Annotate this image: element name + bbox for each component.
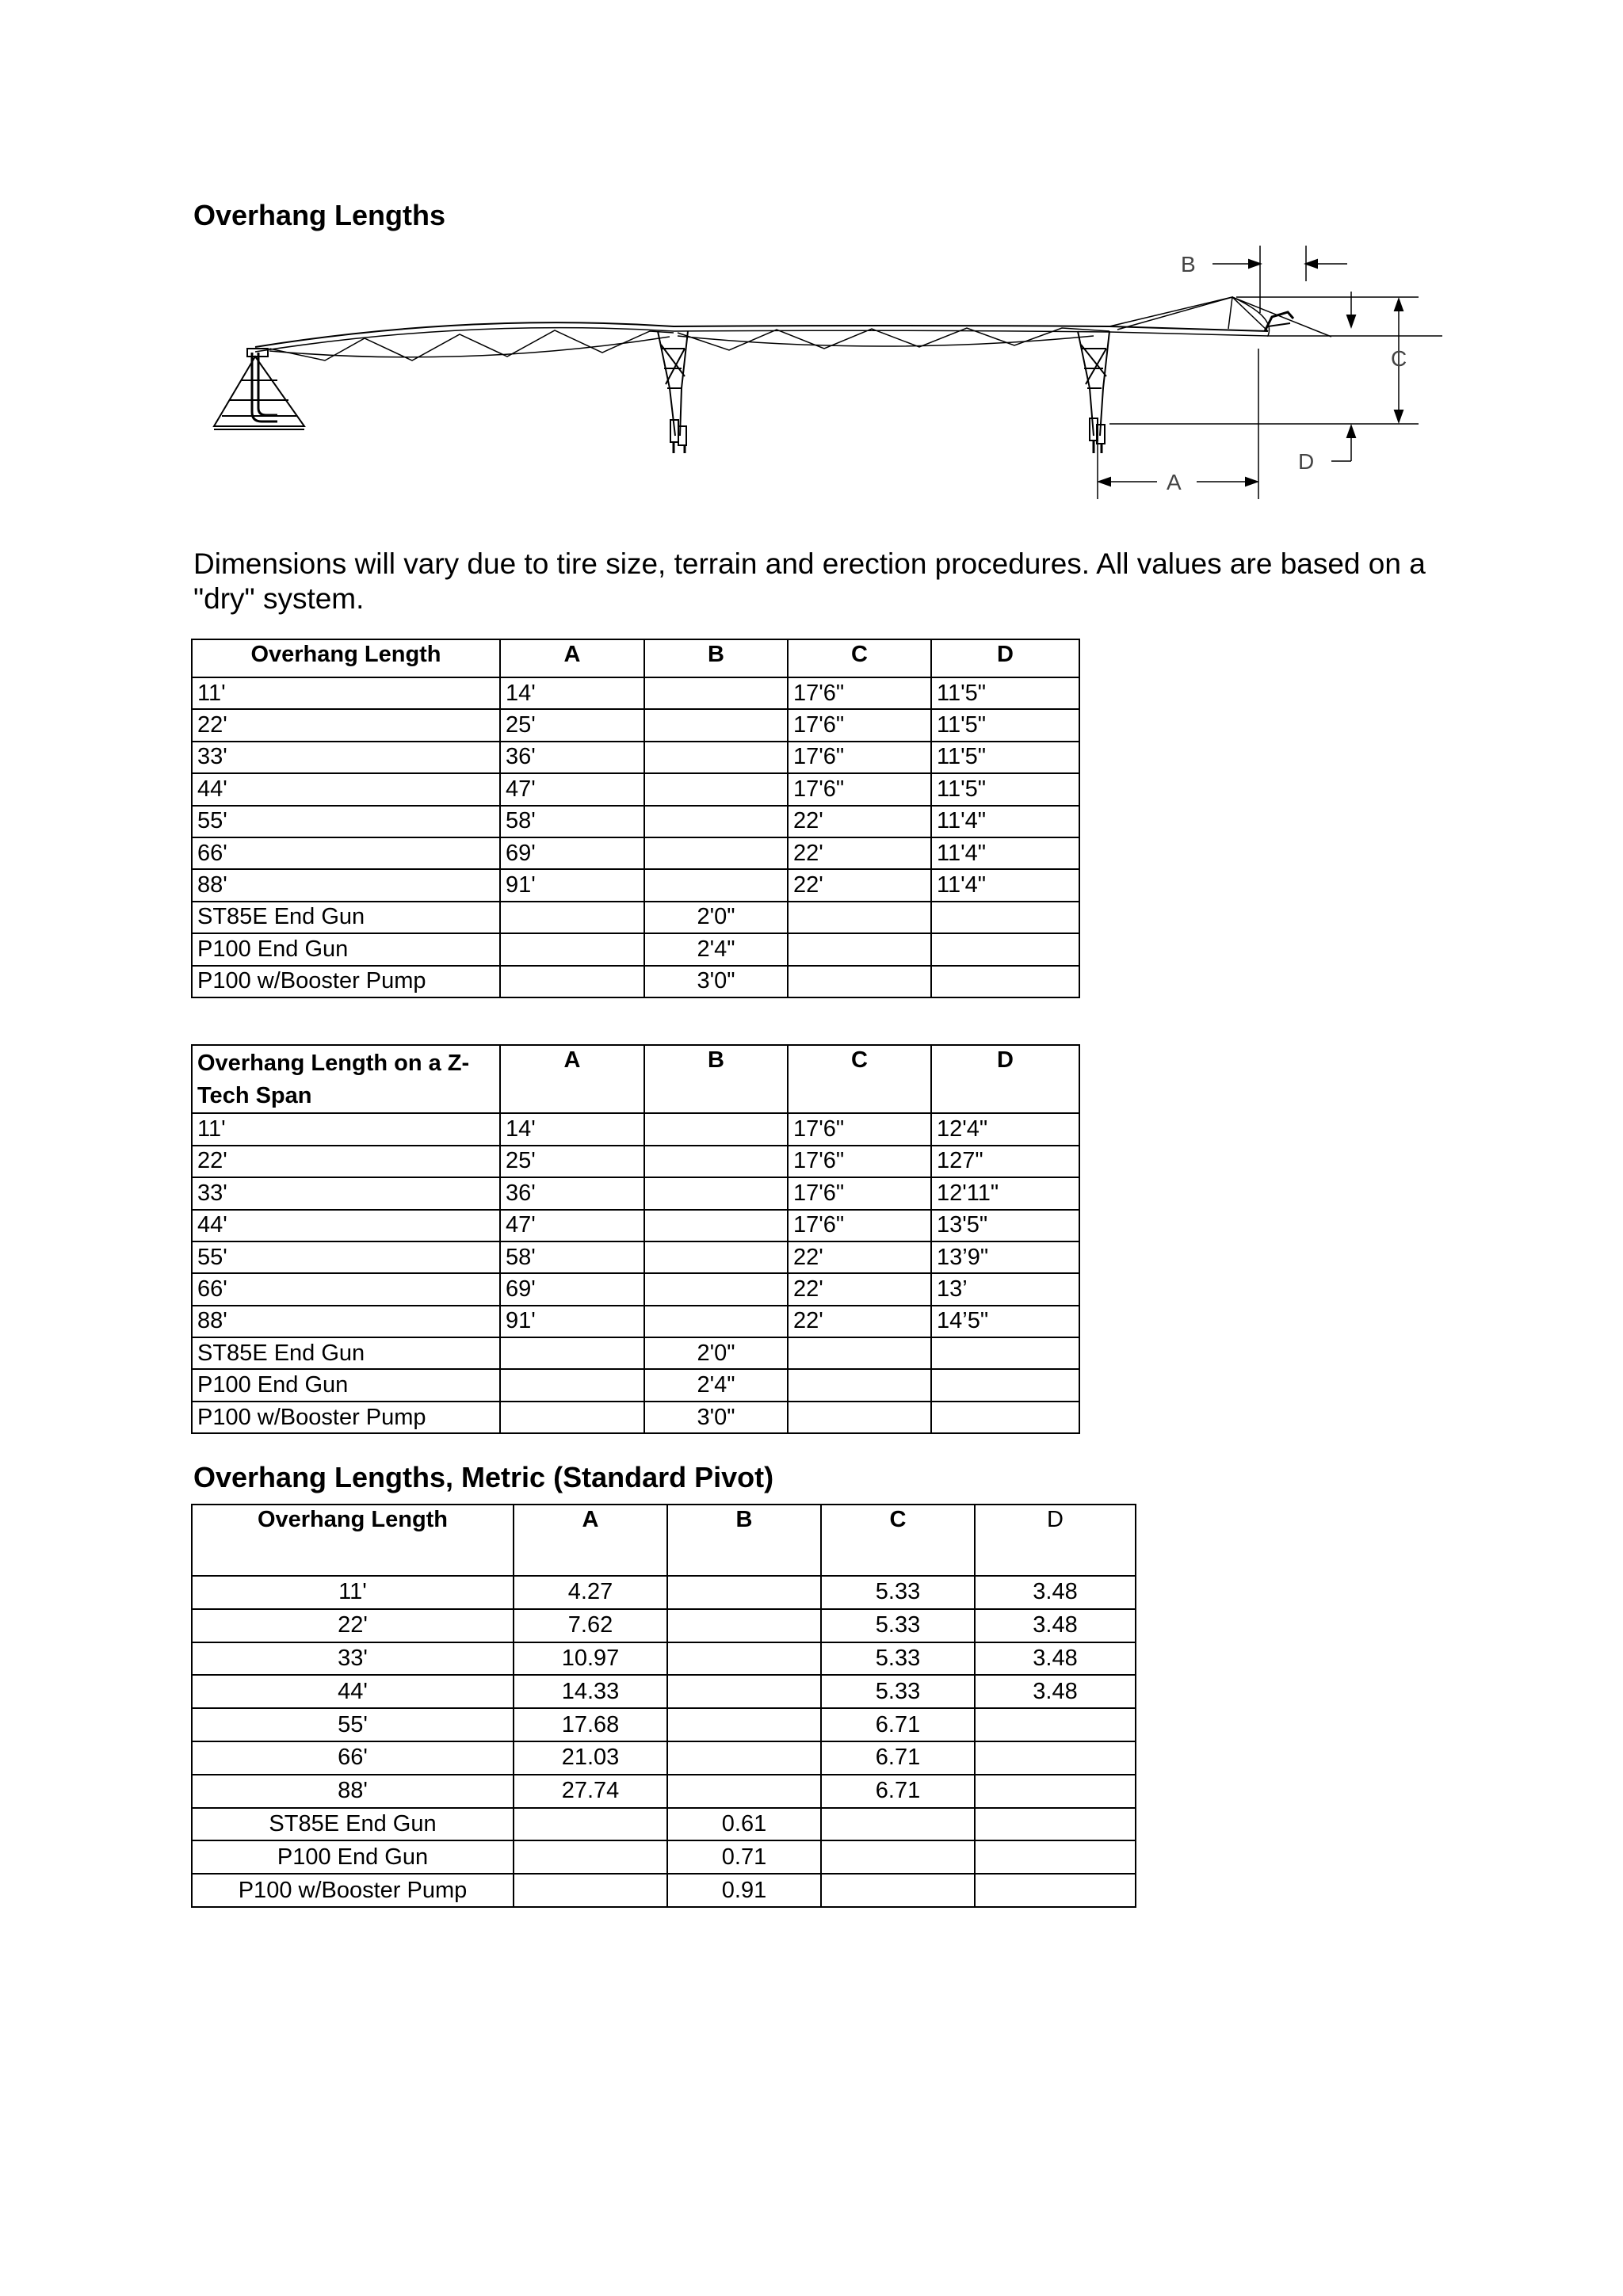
table-cell xyxy=(644,1210,788,1241)
table-cell: 58' xyxy=(500,806,644,837)
column-header: A xyxy=(514,1505,667,1576)
table-row xyxy=(192,1576,1136,1609)
table-cell xyxy=(975,1840,1136,1874)
table-row xyxy=(192,773,1079,805)
table-cell: 11'4" xyxy=(931,806,1079,837)
pivot-tower xyxy=(214,349,304,429)
table-cell xyxy=(644,806,788,837)
page-title: Overhang Lengths xyxy=(193,199,446,231)
table-cell: 3.48 xyxy=(975,1675,1136,1708)
table-cell xyxy=(500,1337,644,1369)
table-cell: 13'5" xyxy=(931,1210,1079,1241)
column-header: D xyxy=(975,1505,1136,1576)
table-cell: 47' xyxy=(500,773,644,805)
table-cell xyxy=(514,1874,667,1907)
metric-overhang-table xyxy=(191,1504,1136,1908)
table-cell: 44' xyxy=(192,1675,514,1708)
table-cell: 22' xyxy=(788,1273,931,1305)
table-cell xyxy=(931,933,1079,965)
table-cell xyxy=(788,1337,931,1369)
dimension-label-b: B xyxy=(1181,252,1196,277)
table-cell xyxy=(975,1808,1136,1841)
table-cell: 33' xyxy=(192,1177,500,1209)
table-cell xyxy=(500,902,644,933)
table-cell xyxy=(644,869,788,901)
table-cell: 69' xyxy=(500,1273,644,1305)
column-header: B xyxy=(644,639,788,677)
table-cell: 36' xyxy=(500,742,644,773)
table-cell: 55' xyxy=(192,1241,500,1273)
table-cell: 5.33 xyxy=(821,1609,975,1642)
table-cell: 88' xyxy=(192,1775,514,1808)
table-cell xyxy=(975,1708,1136,1741)
table-cell xyxy=(644,677,788,709)
column-header: A xyxy=(500,1045,644,1113)
table-cell: 58' xyxy=(500,1241,644,1273)
table-cell xyxy=(821,1840,975,1874)
table-cell: 127" xyxy=(931,1146,1079,1177)
table-cell: 5.33 xyxy=(821,1576,975,1609)
table-row xyxy=(192,1210,1079,1241)
table-cell xyxy=(514,1840,667,1874)
table-cell: 2'0" xyxy=(644,902,788,933)
table-row xyxy=(192,1369,1079,1401)
table-cell: 11'5" xyxy=(931,709,1079,741)
table-cell: 55' xyxy=(192,806,500,837)
table-cell xyxy=(644,1113,788,1145)
table-cell xyxy=(644,837,788,869)
table-cell: 11' xyxy=(192,1113,500,1145)
table-cell: 13’9" xyxy=(931,1241,1079,1273)
table-cell xyxy=(644,1273,788,1305)
table-row xyxy=(192,1675,1136,1708)
table-cell: 22' xyxy=(192,1146,500,1177)
table-cell: 22' xyxy=(788,1241,931,1273)
table-cell: 66' xyxy=(192,1273,500,1305)
table-row xyxy=(192,1840,1136,1874)
table-cell: 3.48 xyxy=(975,1609,1136,1642)
column-header: Overhang Length xyxy=(192,639,500,677)
table-cell: 17'6" xyxy=(788,1177,931,1209)
table-cell xyxy=(821,1874,975,1907)
table-cell xyxy=(788,966,931,997)
table-row xyxy=(192,1337,1079,1369)
table-cell: 69' xyxy=(500,837,644,869)
table-cell: 44' xyxy=(192,773,500,805)
table-cell: ST85E End Gun xyxy=(192,1337,500,1369)
table-row xyxy=(192,1642,1136,1676)
table-cell: 88' xyxy=(192,1306,500,1337)
table-row xyxy=(192,1874,1136,1907)
table-cell: 6.71 xyxy=(821,1741,975,1775)
table-cell: 88' xyxy=(192,869,500,901)
table-row xyxy=(192,1113,1079,1145)
column-header: B xyxy=(644,1045,788,1113)
table-cell xyxy=(931,1369,1079,1401)
table-cell xyxy=(788,1369,931,1401)
table-cell xyxy=(644,1241,788,1273)
table-cell xyxy=(667,1576,821,1609)
table-cell: 0.61 xyxy=(667,1808,821,1841)
table-cell: 33' xyxy=(192,742,500,773)
table-header-row xyxy=(192,639,1079,677)
drive-tower-1 xyxy=(658,331,688,453)
table-cell xyxy=(667,1675,821,1708)
table-row xyxy=(192,869,1079,901)
table-cell: 11' xyxy=(192,677,500,709)
table-cell xyxy=(788,902,931,933)
table-cell: 2'4" xyxy=(644,933,788,965)
table-cell: 25' xyxy=(500,1146,644,1177)
table-cell: 14' xyxy=(500,677,644,709)
table-cell: 27.74 xyxy=(514,1775,667,1808)
table-cell: 11'5" xyxy=(931,677,1079,709)
table-cell: 22' xyxy=(788,869,931,901)
table-cell: 3.48 xyxy=(975,1642,1136,1676)
table-row xyxy=(192,1273,1079,1305)
table-cell xyxy=(644,1177,788,1209)
table-cell xyxy=(514,1808,667,1841)
pivot-overhang-diagram xyxy=(206,238,1442,515)
table-cell: P100 w/Booster Pump xyxy=(192,966,500,997)
table-cell: 7.62 xyxy=(514,1609,667,1642)
column-header: Overhang Length on a Z-Tech Span xyxy=(192,1045,500,1113)
table-cell: 22' xyxy=(788,837,931,869)
table-cell xyxy=(975,1741,1136,1775)
table-cell: 91' xyxy=(500,1306,644,1337)
table-cell: 11'5" xyxy=(931,773,1079,805)
table-row xyxy=(192,1146,1079,1177)
table-row xyxy=(192,1609,1136,1642)
table-cell: 11' xyxy=(192,1576,514,1609)
table-cell: 6.71 xyxy=(821,1708,975,1741)
table-cell: 0.71 xyxy=(667,1840,821,1874)
table-cell: 36' xyxy=(500,1177,644,1209)
table-cell: 2'0" xyxy=(644,1337,788,1369)
dimensions-note: Dimensions will vary due to tire size, terrain and erection procedures. All values are based on a "dry" system. xyxy=(193,547,1426,616)
table-cell xyxy=(667,1609,821,1642)
table-cell: 17'6" xyxy=(788,742,931,773)
table-cell: 11'4" xyxy=(931,837,1079,869)
table-row xyxy=(192,966,1079,997)
table-cell: 44' xyxy=(192,1210,500,1241)
table-cell: 14’5" xyxy=(931,1306,1079,1337)
table-cell xyxy=(644,1306,788,1337)
column-header: D xyxy=(931,639,1079,677)
table-cell xyxy=(500,966,644,997)
table-cell: P100 End Gun xyxy=(192,933,500,965)
table-cell: 91' xyxy=(500,869,644,901)
table-cell: 5.33 xyxy=(821,1642,975,1676)
table-row xyxy=(192,1808,1136,1841)
table-cell xyxy=(931,902,1079,933)
table-cell: 22' xyxy=(192,709,500,741)
table-cell xyxy=(975,1775,1136,1808)
table-cell xyxy=(667,1708,821,1741)
table-cell: 55' xyxy=(192,1708,514,1741)
table-row xyxy=(192,677,1079,709)
column-header: C xyxy=(788,639,931,677)
table-cell: P100 End Gun xyxy=(192,1369,500,1401)
table-cell: 4.27 xyxy=(514,1576,667,1609)
table-header-row xyxy=(192,1045,1079,1113)
table-cell xyxy=(500,933,644,965)
table-cell: 25' xyxy=(500,709,644,741)
table-cell: P100 w/Booster Pump xyxy=(192,1874,514,1907)
column-header: B xyxy=(667,1505,821,1576)
table-header-row xyxy=(192,1505,1136,1576)
table-row xyxy=(192,837,1079,869)
table-cell: 3.48 xyxy=(975,1576,1136,1609)
table-cell: 3'0" xyxy=(644,966,788,997)
table-cell: 47' xyxy=(500,1210,644,1241)
table-row xyxy=(192,933,1079,965)
table-cell: 17'6" xyxy=(788,1146,931,1177)
table-cell: 0.91 xyxy=(667,1874,821,1907)
table-row xyxy=(192,1177,1079,1209)
metric-section-title: Overhang Lengths, Metric (Standard Pivot) xyxy=(193,1461,774,1493)
table-cell: 17'6" xyxy=(788,1210,931,1241)
table-cell xyxy=(667,1741,821,1775)
table-cell xyxy=(931,1402,1079,1433)
column-header: C xyxy=(788,1045,931,1113)
dimension-label-c: C xyxy=(1391,346,1407,371)
table-row xyxy=(192,1708,1136,1741)
table-cell: 22' xyxy=(192,1609,514,1642)
column-header: A xyxy=(500,639,644,677)
table-cell: 6.71 xyxy=(821,1775,975,1808)
table-cell xyxy=(644,1146,788,1177)
table-cell xyxy=(667,1642,821,1676)
table-cell: 17'6" xyxy=(788,677,931,709)
pipeline xyxy=(255,322,1268,347)
column-header: Overhang Length xyxy=(192,1505,514,1576)
table-cell: 12'4" xyxy=(931,1113,1079,1145)
table-cell xyxy=(931,966,1079,997)
table-row xyxy=(192,806,1079,837)
table-cell xyxy=(644,773,788,805)
table-row xyxy=(192,709,1079,741)
table-cell: 33' xyxy=(192,1642,514,1676)
table-cell: 66' xyxy=(192,1741,514,1775)
table-row xyxy=(192,1306,1079,1337)
table-cell xyxy=(644,742,788,773)
table-row xyxy=(192,1775,1136,1808)
table-row xyxy=(192,742,1079,773)
table-cell xyxy=(667,1775,821,1808)
dimension-label-a: A xyxy=(1167,470,1182,494)
table-cell xyxy=(788,933,931,965)
table-cell: 3'0" xyxy=(644,1402,788,1433)
overhang-table xyxy=(191,639,1080,998)
table-cell xyxy=(644,709,788,741)
dimension-label-d: D xyxy=(1298,449,1315,474)
table-row xyxy=(192,902,1079,933)
table-cell xyxy=(500,1402,644,1433)
table-cell: 17'6" xyxy=(788,773,931,805)
table-cell: 17.68 xyxy=(514,1708,667,1741)
drive-tower-2 xyxy=(1078,331,1109,453)
table-cell: 5.33 xyxy=(821,1675,975,1708)
table-cell: 10.97 xyxy=(514,1642,667,1676)
table-cell: 21.03 xyxy=(514,1741,667,1775)
table-cell: 12'11" xyxy=(931,1177,1079,1209)
table-cell: 22' xyxy=(788,1306,931,1337)
table-cell: 2'4" xyxy=(644,1369,788,1401)
table-cell xyxy=(788,1402,931,1433)
table-row xyxy=(192,1241,1079,1273)
table-cell: 11'4" xyxy=(931,869,1079,901)
table-cell: ST85E End Gun xyxy=(192,1808,514,1841)
table-cell xyxy=(821,1808,975,1841)
table-cell: 13’ xyxy=(931,1273,1079,1305)
table-cell: ST85E End Gun xyxy=(192,902,500,933)
table-cell xyxy=(931,1337,1079,1369)
table-cell: 22' xyxy=(788,806,931,837)
table-cell xyxy=(500,1369,644,1401)
table-cell: 17'6" xyxy=(788,709,931,741)
table-row xyxy=(192,1741,1136,1775)
table-cell: 11'5" xyxy=(931,742,1079,773)
table-cell: P100 w/Booster Pump xyxy=(192,1402,500,1433)
column-header: C xyxy=(821,1505,975,1576)
table-cell: P100 End Gun xyxy=(192,1840,514,1874)
table-cell: 14.33 xyxy=(514,1675,667,1708)
table-cell: 17'6" xyxy=(788,1113,931,1145)
column-header: D xyxy=(931,1045,1079,1113)
table-row xyxy=(192,1402,1079,1433)
table-cell: 66' xyxy=(192,837,500,869)
table-cell: 14' xyxy=(500,1113,644,1145)
z-tech-overhang-table xyxy=(191,1044,1080,1434)
table-cell xyxy=(975,1874,1136,1907)
